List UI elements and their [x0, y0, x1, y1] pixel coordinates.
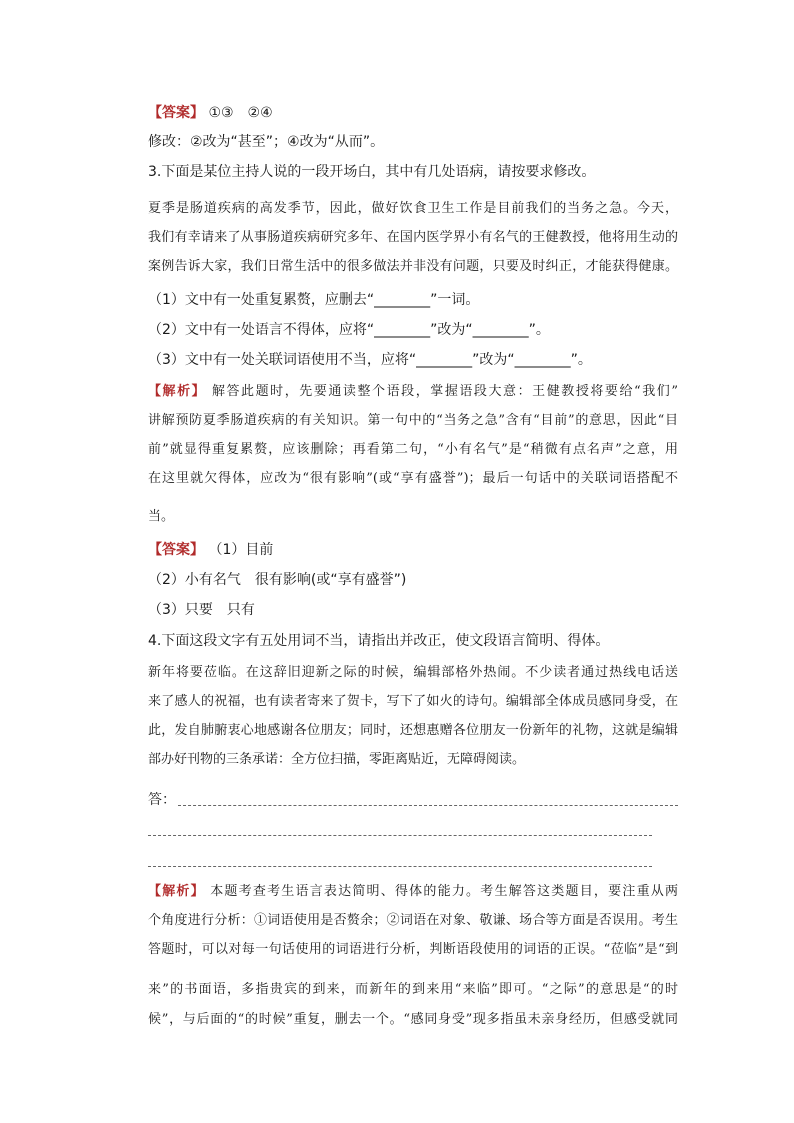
question-4-analysis-line: 候”，与后面的“的时候”重复，删去一个。“感同身受”现多指虽未亲身经历，但感受就同 [148, 1012, 678, 1027]
question-4-passage-line: 来了感人的祝福，也有读者寄来了贺卡，写下了如火的诗句。编辑部全体成员感同身受，在 [148, 694, 678, 709]
answer-label: 答： [148, 792, 176, 808]
question-3-analysis-line: 讲解预防夏季肠道疾病的有关知识。第一句中的“当务之急”含有“目前”的意思，因此“目 [148, 413, 678, 428]
question-3-item: （2）文中有一处语言不得体，应将“________”改为“________”。 [148, 322, 550, 338]
analysis-tag: 【解析】 [148, 884, 205, 899]
answer-tag: 【答案】 [148, 105, 204, 121]
question-3-answer-item: （2）小有名气 很有影响(或“享有盛誉”) [148, 572, 407, 588]
question-3-item: （1）文中有一处重复累赘，应删去“________”一词。 [148, 292, 480, 308]
question-4-prompt: 4.下面这段文字有五处用词不当，请指出并改正，使文段语言简明、得体。 [148, 633, 610, 649]
question-4-passage-line: 新年将要莅临。在这辞旧迎新之际的时候，编辑部格外热闹。不少读者通过热线电话送 [148, 665, 678, 680]
question-4-analysis-line [148, 883, 678, 901]
question-3-analysis-line: 当。 [148, 509, 175, 524]
question-3-analysis-line [148, 383, 678, 401]
answer-blank-line[interactable] [148, 866, 652, 867]
answer-1 [148, 103, 678, 123]
question-3-passage-line: 我们有幸请来了从事肠道疾病研究多年、在国内医学界小有名气的王健教授，他将用生动的 [148, 230, 678, 245]
analysis-text: 解答此题时，先要通读整个语段，掌握语段大意：王健教授将要给“我们” [211, 384, 678, 399]
question-4-passage-line: 部办好刊物的三条承诺：全方位扫描，零距离贴近，无障碍阅读。 [148, 752, 526, 767]
question-3-analysis-line: 前”就显得重复累赘，应该删除；再看第二句，“小有名气”是“稍微有点名声”之意，用 [148, 442, 678, 457]
answer-text: ①③ ②④ [208, 105, 273, 121]
question-3-prompt: 3.下面是某位主持人说的一段开场白，其中有几处语病，请按要求修改。 [148, 164, 596, 180]
fix-text: 修改：②改为“甚至”；④改为“从而”。 [148, 134, 385, 150]
question-4-analysis-line: 答题时，可以对每一句话使用的词语进行分析，判断语段使用的词语的正误。“莅临”是“到 [148, 942, 678, 957]
question-3-analysis-line: 在这里就欠得体，应改为“很有影响”(或“享有盛誉”)；最后一句话中的关联词语搭配不 [148, 471, 678, 486]
analysis-tag: 【解析】 [148, 384, 207, 399]
question-3-answer-item: （3）只要 只有 [148, 602, 255, 618]
question-3-passage-line: 案例告诉大家，我们日常生活中的很多做法并非没有问题，只要及时纠正，才能获得健康。 [148, 259, 678, 274]
answer-tag: 【答案】 [148, 542, 204, 558]
answer-blank-line[interactable] [148, 835, 652, 836]
question-4-analysis-line: 个角度进行分析：①词语使用是否赘余；②词语在对象、敬谦、场合等方面是否误用。考生 [148, 913, 678, 928]
answer-text: （1）目前 [208, 542, 274, 558]
question-3-passage-line: 夏季是肠道疾病的高发季节，因此，做好饮食卫生工作是目前我们的当务之急。今天， [148, 201, 678, 216]
answer-blank-line[interactable] [178, 805, 678, 806]
analysis-text: 本题考查考生语言表达简明、得体的能力。考生解答这类题目，要注重从两 [210, 884, 678, 899]
question-3-answer [148, 540, 678, 560]
question-3-item: （3）文中有一处关联词语使用不当，应将“________”改为“________”。 [148, 352, 592, 368]
question-4-passage-line: 此，发自肺腑衷心地感谢各位朋友；同时，还想惠赠各位朋友一份新年的礼物，这就是编辑 [148, 723, 678, 738]
question-4-analysis-line: 来”的书面语，多指贵宾的到来，而新年的到来用“来临”即可。“之际”的意思是“的时 [148, 982, 678, 997]
